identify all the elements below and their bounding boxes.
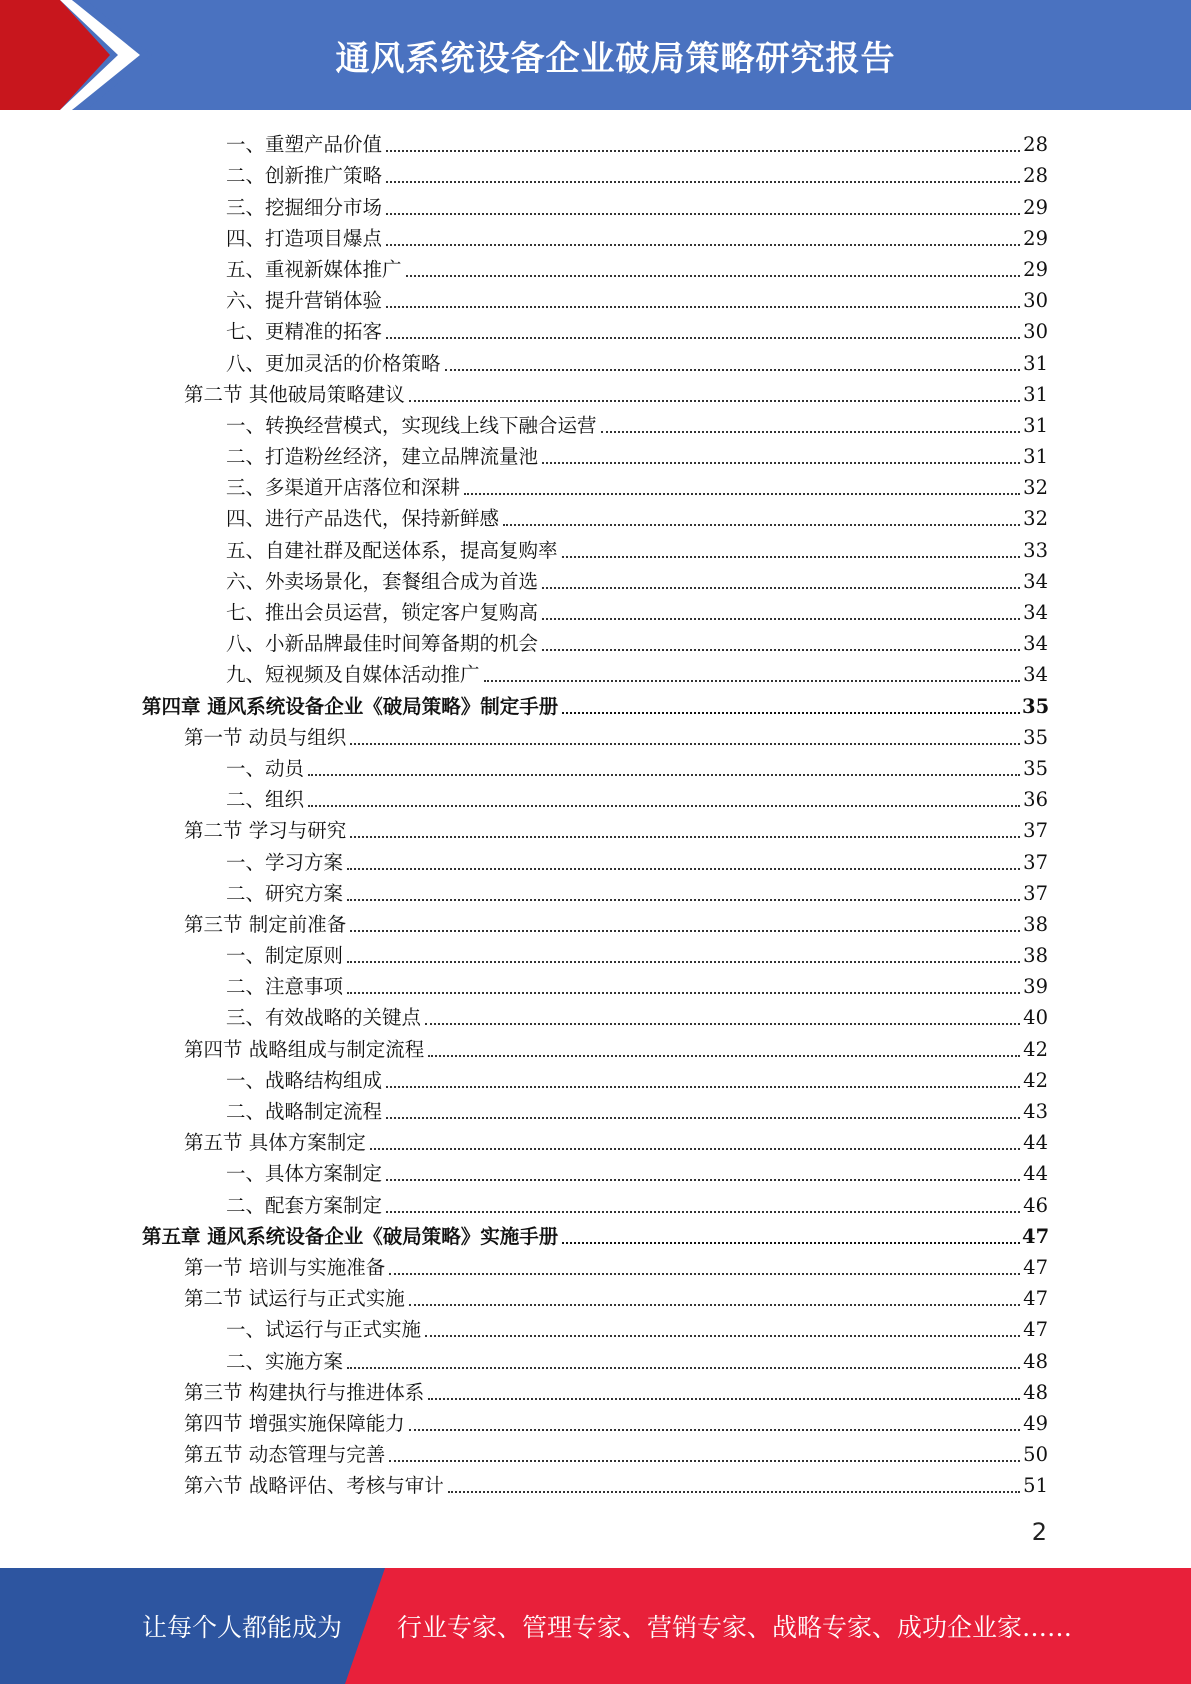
toc-entry[interactable] <box>0 595 1048 626</box>
toc-entry[interactable] <box>0 1063 1048 1094</box>
toc-entry-page: 32 <box>1023 476 1048 500</box>
toc-entry-page: 32 <box>1023 507 1048 531</box>
toc-entry-title: 第五节 具体方案制定 <box>184 1131 366 1155</box>
dot-leader <box>389 1460 1020 1462</box>
toc-entry[interactable] <box>0 1437 1048 1468</box>
toc-entry-page: 31 <box>1023 382 1048 406</box>
toc-entry-title: 一、战略结构组成 <box>226 1068 383 1092</box>
toc-entry-page: 38 <box>1023 912 1048 936</box>
dot-leader <box>347 868 1020 870</box>
dot-leader <box>562 556 1020 558</box>
toc-entry-title: 第三节 构建执行与推进体系 <box>184 1380 425 1404</box>
dot-leader <box>347 899 1020 901</box>
dot-leader <box>386 181 1020 183</box>
toc-entry[interactable] <box>0 221 1048 252</box>
toc-entry-title: 二、注意事项 <box>226 975 344 999</box>
toc-entry-page: 48 <box>1023 1380 1048 1404</box>
toc-entry-title: 第三节 制定前准备 <box>184 912 347 936</box>
toc-entry-page: 31 <box>1023 351 1048 375</box>
toc-entry-title: 第二节 其他破局策略建议 <box>184 382 405 406</box>
dot-leader <box>428 1055 1020 1057</box>
toc-entry-title: 一、试运行与正式实施 <box>226 1318 422 1342</box>
dot-leader <box>425 1335 1020 1337</box>
dot-leader <box>542 587 1020 589</box>
toc-entry[interactable] <box>0 1250 1048 1281</box>
dot-leader <box>350 743 1020 745</box>
chevron-arrow-icon <box>0 0 160 110</box>
toc-entry-title: 第四章 通风系统设备企业《破局策略》制定手册 <box>142 694 559 718</box>
toc-entry-title: 二、创新推广策略 <box>226 164 383 188</box>
dot-leader <box>484 680 1020 682</box>
toc-entry[interactable] <box>0 1187 1048 1218</box>
toc-entry[interactable] <box>0 564 1048 595</box>
dot-leader <box>347 1367 1020 1369</box>
toc-entry[interactable] <box>0 532 1048 563</box>
toc-entry[interactable] <box>0 501 1048 532</box>
toc-entry-title: 一、转换经营模式，实现线上线下融合运营 <box>226 413 597 437</box>
toc-entry-page: 34 <box>1023 663 1048 687</box>
toc-entry-page: 49 <box>1023 1411 1048 1435</box>
footer-slogan: 让每个人都能成为 <box>142 1613 343 1642</box>
toc-entry-title: 三、挖掘细分市场 <box>226 195 383 219</box>
dot-leader <box>386 1179 1020 1181</box>
toc-entry-page: 47 <box>1022 1224 1050 1248</box>
dot-leader <box>601 431 1020 433</box>
page-header <box>0 0 1191 110</box>
toc-entry-page: 31 <box>1023 445 1048 469</box>
toc-entry[interactable] <box>0 189 1048 220</box>
toc-entry[interactable] <box>0 1468 1048 1499</box>
toc-entry-page: 44 <box>1023 1131 1048 1155</box>
toc-entry[interactable] <box>0 439 1048 470</box>
dot-leader <box>409 400 1020 402</box>
dot-leader <box>409 1429 1020 1431</box>
toc-entry-page: 29 <box>1023 257 1048 281</box>
toc-entry[interactable] <box>0 470 1048 501</box>
toc-entry-page: 37 <box>1023 819 1048 843</box>
toc-entry-title: 四、打造项目爆点 <box>226 226 383 250</box>
toc-entry-title: 二、实施方案 <box>226 1349 344 1373</box>
dot-leader <box>347 992 1020 994</box>
toc-entry-page: 34 <box>1023 569 1048 593</box>
toc-entry-page: 30 <box>1023 320 1048 344</box>
toc-entry-page: 42 <box>1023 1037 1048 1061</box>
toc-entry[interactable] <box>0 1281 1048 1312</box>
dot-leader <box>386 337 1020 339</box>
toc-entry-page: 29 <box>1023 226 1048 250</box>
toc-entry-title: 第二节 试运行与正式实施 <box>184 1287 405 1311</box>
toc-entry-title: 七、更精准的拓客 <box>226 320 383 344</box>
toc-entry[interactable] <box>0 720 1048 751</box>
toc-entry[interactable] <box>0 876 1048 907</box>
toc-entry-page: 28 <box>1023 164 1048 188</box>
footer-roles: 行业专家、管理专家、营销专家、战略专家、成功企业家…… <box>397 1613 1073 1642</box>
toc-entry-title: 一、具体方案制定 <box>226 1162 383 1186</box>
toc-entry-page: 34 <box>1023 632 1048 656</box>
toc-entry[interactable] <box>0 314 1048 345</box>
toc-entry[interactable] <box>0 1312 1048 1343</box>
dot-leader <box>386 1086 1020 1088</box>
toc-entry-title: 六、外卖场景化，套餐组合成为首选 <box>226 569 539 593</box>
toc-entry-page: 37 <box>1023 850 1048 874</box>
toc-entry-title: 一、动员 <box>226 756 305 780</box>
toc-entry[interactable] <box>0 938 1048 969</box>
page-footer <box>0 1568 1191 1684</box>
dot-leader <box>386 213 1020 215</box>
toc-entry[interactable] <box>0 1031 1048 1062</box>
toc-entry-page: 36 <box>1023 788 1048 812</box>
dot-leader <box>464 493 1020 495</box>
dot-leader <box>503 524 1020 526</box>
toc-entry-title: 二、打造粉丝经济，建立品牌流量池 <box>226 445 539 469</box>
toc-entry-page: 47 <box>1023 1255 1048 1279</box>
toc-entry-title: 第四节 战略组成与制定流程 <box>184 1037 425 1061</box>
toc-entry-page: 35 <box>1023 725 1048 749</box>
dot-leader <box>370 1148 1020 1150</box>
toc-entry[interactable] <box>0 158 1048 189</box>
dot-leader <box>347 961 1020 963</box>
toc-entry-page: 37 <box>1023 881 1048 905</box>
toc-entry[interactable] <box>0 1125 1048 1156</box>
toc-entry-page: 43 <box>1023 1100 1048 1123</box>
toc-entry[interactable] <box>0 1375 1048 1406</box>
dot-leader <box>386 1211 1020 1213</box>
toc-entry-page: 38 <box>1023 944 1048 968</box>
toc-entry-page: 29 <box>1023 195 1048 219</box>
table-of-contents <box>0 127 1048 1499</box>
toc-entry-page: 28 <box>1023 133 1048 157</box>
toc-entry[interactable] <box>0 1000 1048 1031</box>
toc-entry[interactable] <box>0 751 1048 782</box>
toc-entry-page: 34 <box>1023 601 1048 624</box>
toc-entry[interactable] <box>0 657 1048 688</box>
toc-entry-page: 30 <box>1023 289 1048 313</box>
toc-entry[interactable] <box>0 626 1048 657</box>
toc-entry-page: 42 <box>1023 1068 1048 1092</box>
dot-leader <box>542 462 1020 464</box>
toc-entry-title: 三、有效战略的关键点 <box>226 1006 422 1030</box>
toc-entry-page: 46 <box>1023 1193 1048 1217</box>
dot-leader <box>389 1273 1020 1275</box>
toc-entry[interactable] <box>0 408 1048 439</box>
toc-entry[interactable] <box>0 907 1048 938</box>
toc-entry-title: 二、组织 <box>226 788 305 812</box>
toc-entry-title: 一、制定原则 <box>226 944 344 968</box>
toc-entry-page: 51 <box>1023 1474 1048 1498</box>
toc-entry-page: 39 <box>1023 975 1048 999</box>
toc-entry-page: 47 <box>1023 1287 1048 1311</box>
toc-entry-title: 第六节 战略评估、考核与审计 <box>184 1474 444 1498</box>
toc-entry-page: 47 <box>1023 1318 1048 1342</box>
dot-leader <box>542 618 1020 620</box>
toc-entry-title: 第五节 动态管理与完善 <box>184 1443 386 1467</box>
toc-entry-title: 七、推出会员运营，锁定客户复购高 <box>226 601 539 624</box>
toc-entry-title: 一、重塑产品价值 <box>226 133 383 157</box>
toc-entry-page: 35 <box>1023 756 1048 780</box>
toc-entry-page: 35 <box>1022 694 1050 718</box>
dot-leader <box>409 1304 1020 1306</box>
toc-entry-title: 八、小新品牌最佳时间筹备期的机会 <box>226 632 539 656</box>
dot-leader <box>308 805 1020 807</box>
dot-leader <box>308 774 1020 776</box>
toc-entry[interactable] <box>0 127 1048 158</box>
dot-leader <box>386 150 1020 152</box>
toc-entry[interactable] <box>0 782 1048 813</box>
toc-entry-title: 六、提升营销体验 <box>226 289 383 313</box>
toc-entry[interactable] <box>0 1406 1048 1437</box>
dot-leader <box>386 306 1020 308</box>
dot-leader <box>386 1117 1020 1119</box>
toc-entry[interactable] <box>0 1094 1048 1125</box>
toc-entry-title: 第一节 动员与组织 <box>184 725 347 749</box>
toc-entry[interactable] <box>0 345 1048 376</box>
toc-entry-title: 二、配套方案制定 <box>226 1193 383 1217</box>
dot-leader <box>406 275 1020 277</box>
toc-entry-title: 二、战略制定流程 <box>226 1100 383 1123</box>
dot-leader <box>445 369 1020 371</box>
toc-entry-title: 二、研究方案 <box>226 881 344 905</box>
toc-entry-page: 44 <box>1023 1162 1048 1186</box>
toc-entry-title: 五、重视新媒体推广 <box>226 257 402 281</box>
dot-leader <box>386 244 1020 246</box>
report-title: 通风系统设备企业破局策略研究报告 <box>335 38 896 79</box>
dot-leader <box>542 649 1020 651</box>
dot-leader <box>428 1398 1020 1400</box>
dot-leader <box>425 1023 1020 1025</box>
toc-entry[interactable] <box>0 377 1048 408</box>
toc-entry-page: 33 <box>1023 538 1048 562</box>
toc-entry[interactable] <box>0 688 1048 719</box>
toc-entry[interactable] <box>0 844 1048 875</box>
toc-entry[interactable] <box>0 813 1048 844</box>
toc-entry[interactable] <box>0 1219 1048 1250</box>
toc-entry[interactable] <box>0 283 1048 314</box>
dot-leader <box>562 712 1020 714</box>
page-number: 2 <box>1031 1518 1047 1546</box>
toc-entry-title: 第五章 通风系统设备企业《破局策略》实施手册 <box>142 1224 559 1248</box>
toc-entry[interactable] <box>0 252 1048 283</box>
toc-entry-page: 50 <box>1023 1443 1048 1467</box>
dot-leader <box>448 1491 1020 1493</box>
toc-entry[interactable] <box>0 1343 1048 1374</box>
toc-entry-title: 第一节 培训与实施准备 <box>184 1255 386 1279</box>
toc-entry[interactable] <box>0 1156 1048 1187</box>
toc-entry-page: 31 <box>1023 413 1048 437</box>
toc-entry-title: 九、短视频及自媒体活动推广 <box>226 663 480 687</box>
toc-entry-title: 第二节 学习与研究 <box>184 819 347 843</box>
toc-entry-page: 40 <box>1023 1006 1048 1030</box>
dot-leader <box>350 836 1020 838</box>
toc-entry-title: 第四节 增强实施保障能力 <box>184 1411 405 1435</box>
toc-entry-title: 五、自建社群及配送体系，提高复购率 <box>226 538 558 562</box>
toc-entry-page: 48 <box>1023 1349 1048 1373</box>
toc-entry[interactable] <box>0 969 1048 1000</box>
toc-entry-title: 一、学习方案 <box>226 850 344 874</box>
toc-entry-title: 八、更加灵活的价格策略 <box>226 351 441 375</box>
dot-leader <box>562 1242 1020 1244</box>
toc-entry-title: 四、进行产品迭代，保持新鲜感 <box>226 507 500 531</box>
toc-entry-title: 三、多渠道开店落位和深耕 <box>226 476 461 500</box>
dot-leader <box>350 930 1020 932</box>
